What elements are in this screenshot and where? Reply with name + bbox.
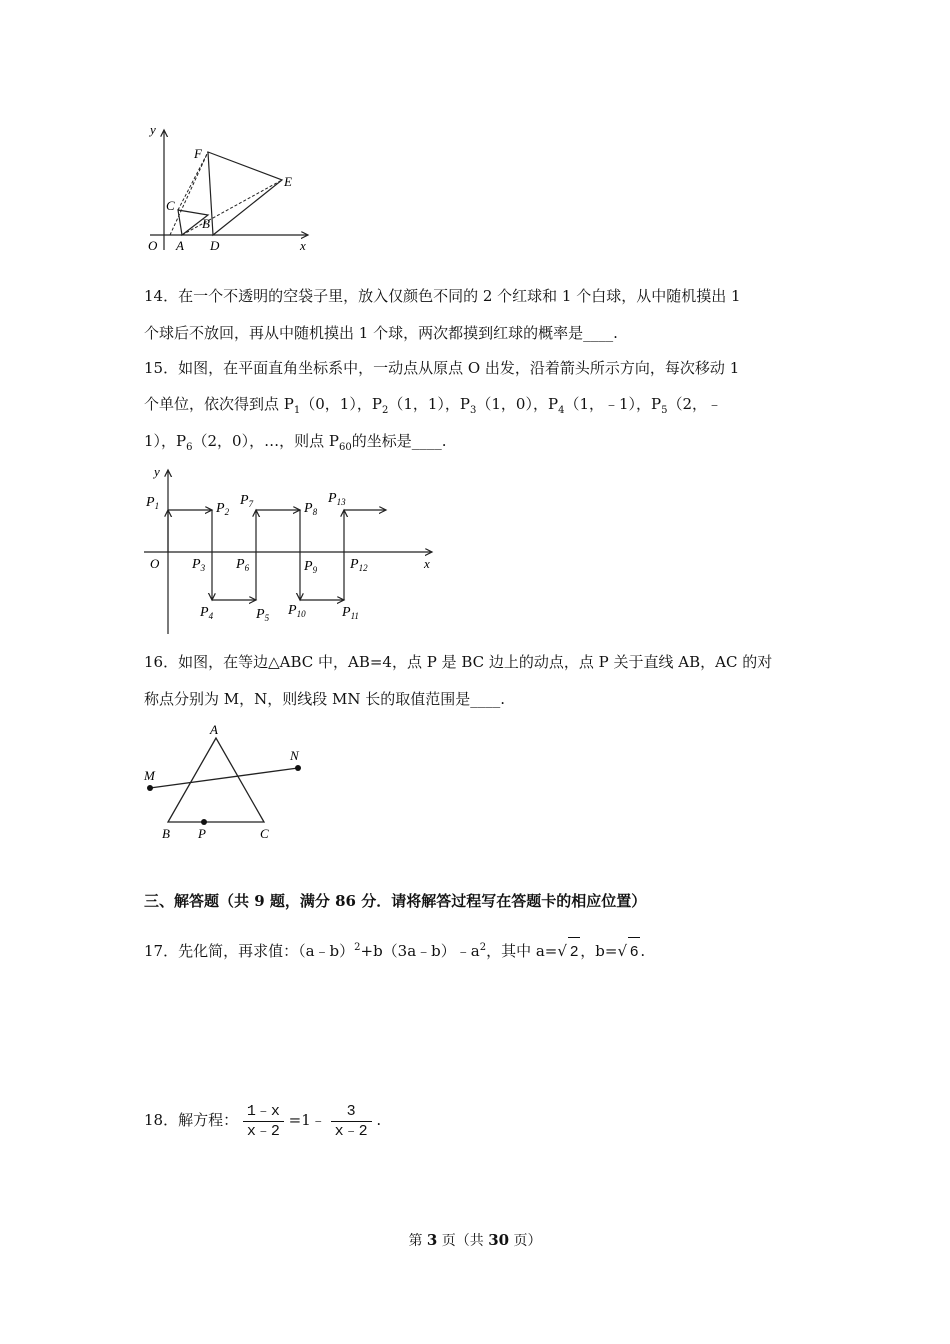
label-p12: $P_{12}$ (350, 557, 368, 573)
question-15-line-2: 个单位，依次得到点 $P_1(0$，1），$P_2(1$，1），$P_3(1$，0），$P_4(1$，﹣1），$P_5(2$，﹣ (144, 395, 723, 416)
label-y: y (150, 122, 156, 137)
fraction-2: $\frac{3}{x﹣2}$ (331, 1102, 372, 1141)
question-18: 18．解方程： $\frac{1﹣x}{x﹣2}$ =1﹣ $\frac{3}{x﹣2}$ . (144, 1102, 382, 1140)
sqrt-a: √ 2 (557, 942, 580, 960)
point-m (147, 785, 153, 791)
label-a: A (176, 238, 184, 253)
figure-equilateral-triangle (140, 722, 320, 847)
label-x: x (300, 238, 306, 253)
label-p8: $P_8$ (304, 501, 318, 517)
figure-zigzag-path (140, 462, 440, 637)
label-m: M (144, 768, 155, 783)
label-p5: $P_5$ (256, 607, 270, 623)
label-n: N (290, 748, 299, 763)
label-o: O (148, 238, 158, 253)
question-16-line-2: 称点分别为 M，N，则线段 MN 长的取值范围是____. (144, 690, 506, 708)
label-p2: $P_2$ (216, 501, 230, 517)
label-c: C (166, 198, 175, 213)
dashed-ae (182, 180, 282, 235)
question-16-line-1: 16．如图，在等边△ABC 中，AB=4，点 P 是 BC 边上的动点，点 P 关于直线 AB，AC 的对 (144, 653, 773, 671)
label-p6: $P_6$ (236, 557, 250, 573)
label-p9: $P_9$ (304, 559, 318, 575)
question-14-line-1: 14．在一个不透明的空袋子里，放入仅颜色不同的 2 个红球和 1 个白球，从中随机摸出 1 (144, 287, 741, 305)
label-a: A (210, 722, 218, 737)
fraction-1: $\frac{1﹣x}{x﹣2}$ (243, 1102, 284, 1141)
label-x: x (424, 556, 430, 571)
point-p (201, 819, 207, 825)
label-p7: $P_7$ (240, 493, 254, 509)
figure-coordinate-triangles (140, 122, 320, 262)
question-15-line-3: 1），$P_6(2$，0），…，则点 $P_{60}$的坐标是____. (144, 432, 447, 453)
point-n (295, 765, 301, 771)
label-y: y (154, 464, 160, 479)
label-p: P (198, 826, 206, 841)
page-footer: 第 3 页（共 30 页） (408, 1231, 542, 1249)
segment-mn (150, 768, 298, 788)
section-3-heading: 三、解答题（共 9 题，满分 86 分．请将解答过程写在答题卡的相应位置） (144, 892, 647, 910)
triangle-def (208, 152, 282, 235)
label-f: F (194, 146, 202, 161)
label-p11: $P_{11}$ (342, 605, 359, 621)
label-o: O (150, 556, 160, 571)
label-p1: $P_1$ (146, 495, 160, 511)
label-d: D (210, 238, 220, 253)
label-b: B (202, 216, 210, 231)
label-e: E (284, 174, 292, 189)
label-p4: $P_4$ (200, 605, 214, 621)
label-c: C (260, 826, 269, 841)
question-15-line-1: 15．如图，在平面直角坐标系中，一动点从原点 O 出发，沿着箭头所示方向，每次移动 1 (144, 359, 740, 377)
label-p10: $P_{10}$ (288, 603, 306, 619)
label-b: B (162, 826, 170, 841)
label-p13: $P_{13}$ (328, 491, 346, 507)
question-17: 17．先化简，再求值：$(a﹣b)^2+b(3a﹣b)﹣a^2$，其中 a=√ 2 ，b=√ 6 . (144, 934, 645, 966)
sqrt-b: √ 6 (617, 942, 640, 960)
triangle-abc (168, 738, 264, 822)
question-14-line-2: 个球后不放回，再从中随机摸出 1 个球，两次都摸到红球的概率是____. (144, 324, 618, 342)
label-p3: $P_3$ (192, 557, 206, 573)
